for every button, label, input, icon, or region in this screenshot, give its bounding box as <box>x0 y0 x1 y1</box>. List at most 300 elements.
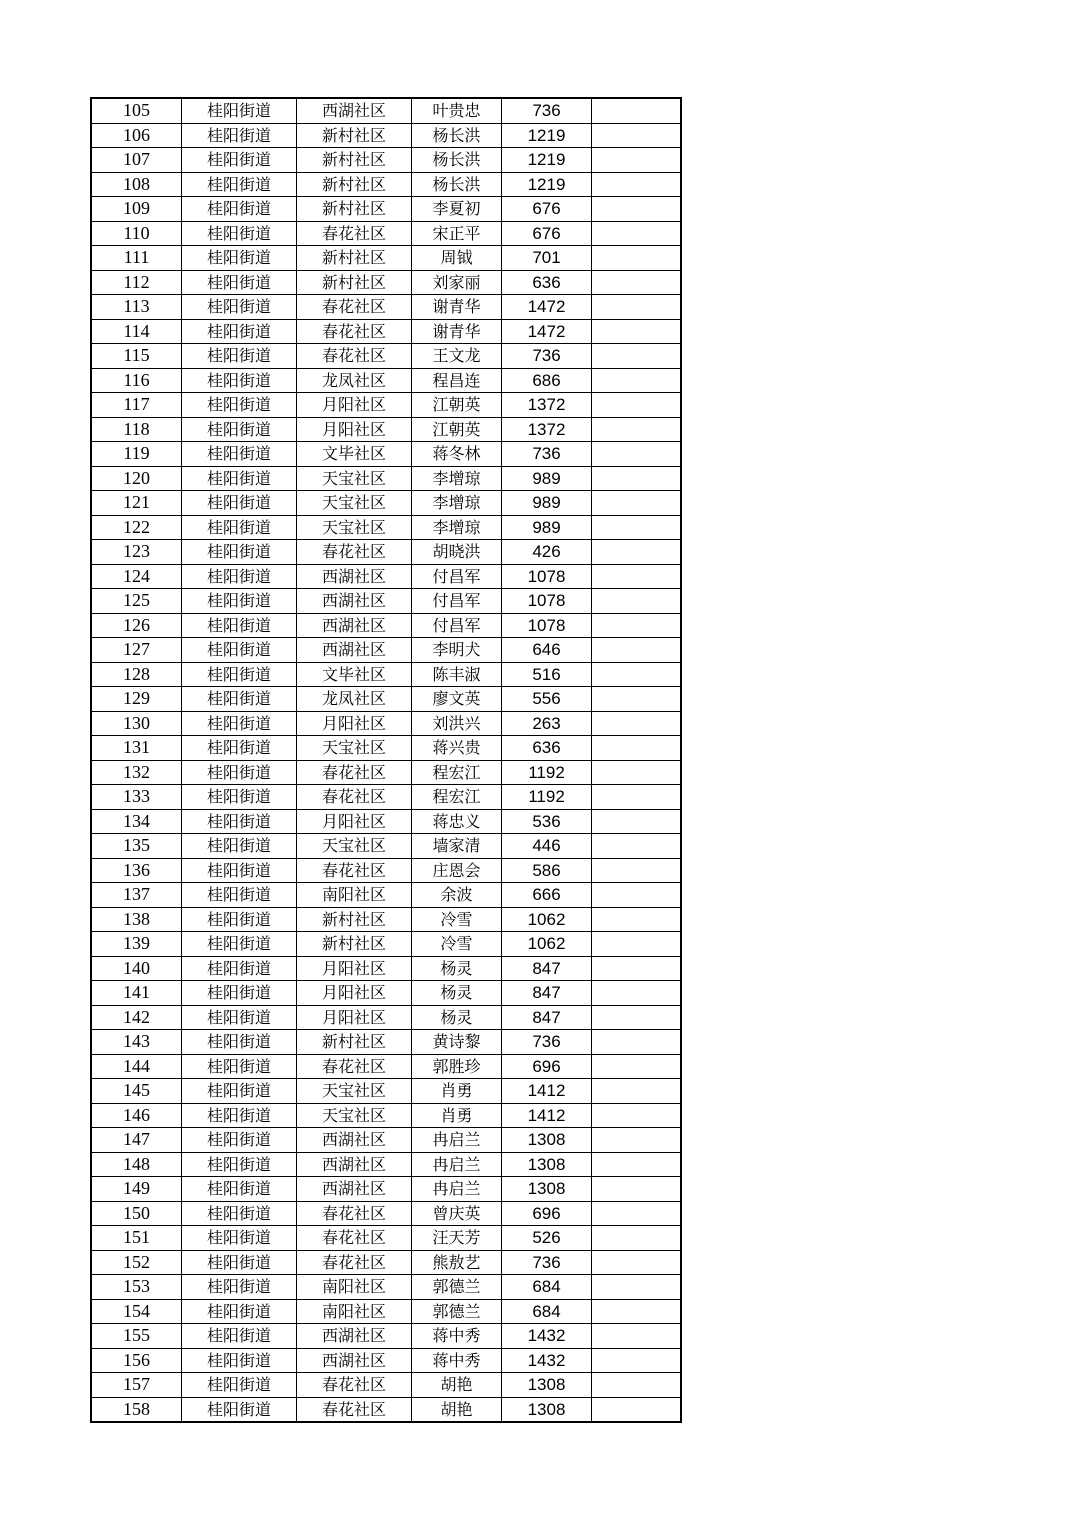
empty-cell <box>592 148 682 173</box>
row-number-cell: 107 <box>91 148 182 173</box>
amount-cell: 516 <box>502 662 592 687</box>
row-number-cell: 108 <box>91 172 182 197</box>
row-number-cell: 105 <box>91 98 182 123</box>
person-name-cell: 胡艳 <box>412 1373 502 1398</box>
street-cell: 桂阳街道 <box>182 319 297 344</box>
table-row <box>91 515 681 540</box>
street-cell: 桂阳街道 <box>182 638 297 663</box>
table-row <box>91 613 681 638</box>
street-cell: 桂阳街道 <box>182 1348 297 1373</box>
community-cell: 新村社区 <box>297 270 412 295</box>
row-number-cell: 128 <box>91 662 182 687</box>
table-row <box>91 834 681 859</box>
row-number-cell: 124 <box>91 564 182 589</box>
row-number-cell: 113 <box>91 295 182 320</box>
amount-cell: 736 <box>502 98 592 123</box>
row-number-cell: 137 <box>91 883 182 908</box>
empty-cell <box>592 858 682 883</box>
table-row <box>91 270 681 295</box>
community-cell: 春花社区 <box>297 1397 412 1422</box>
community-cell: 新村社区 <box>297 123 412 148</box>
person-name-cell: 谢青华 <box>412 295 502 320</box>
empty-cell <box>592 907 682 932</box>
community-cell: 春花社区 <box>297 319 412 344</box>
person-name-cell: 王文龙 <box>412 344 502 369</box>
amount-cell: 696 <box>502 1201 592 1226</box>
empty-cell <box>592 589 682 614</box>
empty-cell <box>592 442 682 467</box>
community-cell: 春花社区 <box>297 221 412 246</box>
street-cell: 桂阳街道 <box>182 246 297 271</box>
person-name-cell: 付昌军 <box>412 613 502 638</box>
community-cell: 春花社区 <box>297 1226 412 1251</box>
empty-cell <box>592 1299 682 1324</box>
community-cell: 新村社区 <box>297 932 412 957</box>
street-cell: 桂阳街道 <box>182 1177 297 1202</box>
person-name-cell: 余波 <box>412 883 502 908</box>
street-cell: 桂阳街道 <box>182 687 297 712</box>
community-cell: 西湖社区 <box>297 564 412 589</box>
amount-cell: 1432 <box>502 1324 592 1349</box>
amount-cell: 1308 <box>502 1177 592 1202</box>
amount-cell: 1078 <box>502 613 592 638</box>
street-cell: 桂阳街道 <box>182 466 297 491</box>
table-row <box>91 932 681 957</box>
empty-cell <box>592 417 682 442</box>
table-row <box>91 1005 681 1030</box>
amount-cell: 1308 <box>502 1397 592 1422</box>
street-cell: 桂阳街道 <box>182 1324 297 1349</box>
community-cell: 天宝社区 <box>297 466 412 491</box>
street-cell: 桂阳街道 <box>182 858 297 883</box>
street-cell: 桂阳街道 <box>182 1275 297 1300</box>
empty-cell <box>592 1079 682 1104</box>
table-row <box>91 148 681 173</box>
street-cell: 桂阳街道 <box>182 295 297 320</box>
street-cell: 桂阳街道 <box>182 1005 297 1030</box>
empty-cell <box>592 368 682 393</box>
amount-cell: 1432 <box>502 1348 592 1373</box>
table-row <box>91 760 681 785</box>
person-name-cell: 冉启兰 <box>412 1152 502 1177</box>
table-row <box>91 785 681 810</box>
person-name-cell: 冷雪 <box>412 907 502 932</box>
community-cell: 月阳社区 <box>297 393 412 418</box>
street-cell: 桂阳街道 <box>182 1079 297 1104</box>
street-cell: 桂阳街道 <box>182 834 297 859</box>
community-cell: 月阳社区 <box>297 981 412 1006</box>
person-name-cell: 谢青华 <box>412 319 502 344</box>
row-number-cell: 145 <box>91 1079 182 1104</box>
person-name-cell: 刘洪兴 <box>412 711 502 736</box>
table-row <box>91 1152 681 1177</box>
amount-cell: 1412 <box>502 1079 592 1104</box>
community-cell: 新村社区 <box>297 197 412 222</box>
community-cell: 南阳社区 <box>297 1275 412 1300</box>
table-row <box>91 1324 681 1349</box>
street-cell: 桂阳街道 <box>182 98 297 123</box>
empty-cell <box>592 1226 682 1251</box>
community-cell: 西湖社区 <box>297 1177 412 1202</box>
person-name-cell: 杨长洪 <box>412 172 502 197</box>
empty-cell <box>592 344 682 369</box>
community-cell: 天宝社区 <box>297 1079 412 1104</box>
street-cell: 桂阳街道 <box>182 197 297 222</box>
empty-cell <box>592 319 682 344</box>
amount-cell: 1472 <box>502 295 592 320</box>
amount-cell: 696 <box>502 1054 592 1079</box>
amount-cell: 586 <box>502 858 592 883</box>
row-number-cell: 143 <box>91 1030 182 1055</box>
empty-cell <box>592 197 682 222</box>
row-number-cell: 119 <box>91 442 182 467</box>
street-cell: 桂阳街道 <box>182 1397 297 1422</box>
empty-cell <box>592 172 682 197</box>
street-cell: 桂阳街道 <box>182 1054 297 1079</box>
person-name-cell: 肖勇 <box>412 1079 502 1104</box>
community-cell: 文毕社区 <box>297 662 412 687</box>
table-row <box>91 442 681 467</box>
row-number-cell: 135 <box>91 834 182 859</box>
amount-cell: 701 <box>502 246 592 271</box>
community-cell: 新村社区 <box>297 1030 412 1055</box>
table-row <box>91 1348 681 1373</box>
table-row <box>91 662 681 687</box>
row-number-cell: 117 <box>91 393 182 418</box>
row-number-cell: 130 <box>91 711 182 736</box>
person-name-cell: 杨长洪 <box>412 148 502 173</box>
amount-cell: 1062 <box>502 932 592 957</box>
street-cell: 桂阳街道 <box>182 956 297 981</box>
person-name-cell: 杨灵 <box>412 956 502 981</box>
table-row <box>91 1054 681 1079</box>
street-cell: 桂阳街道 <box>182 564 297 589</box>
amount-cell: 446 <box>502 834 592 859</box>
street-cell: 桂阳街道 <box>182 491 297 516</box>
empty-cell <box>592 736 682 761</box>
empty-cell <box>592 809 682 834</box>
person-name-cell: 刘家丽 <box>412 270 502 295</box>
row-number-cell: 123 <box>91 540 182 565</box>
empty-cell <box>592 1250 682 1275</box>
table-row <box>91 1275 681 1300</box>
amount-cell: 736 <box>502 1030 592 1055</box>
community-cell: 南阳社区 <box>297 883 412 908</box>
empty-cell <box>592 393 682 418</box>
table-row <box>91 956 681 981</box>
empty-cell <box>592 662 682 687</box>
empty-cell <box>592 956 682 981</box>
community-cell: 龙凤社区 <box>297 687 412 712</box>
table-row <box>91 1128 681 1153</box>
row-number-cell: 156 <box>91 1348 182 1373</box>
row-number-cell: 109 <box>91 197 182 222</box>
table-row <box>91 564 681 589</box>
amount-cell: 426 <box>502 540 592 565</box>
amount-cell: 676 <box>502 197 592 222</box>
person-name-cell: 江朝英 <box>412 393 502 418</box>
table-row <box>91 1103 681 1128</box>
person-name-cell: 叶贵忠 <box>412 98 502 123</box>
community-cell: 天宝社区 <box>297 736 412 761</box>
community-cell: 西湖社区 <box>297 589 412 614</box>
community-cell: 西湖社区 <box>297 1348 412 1373</box>
empty-cell <box>592 123 682 148</box>
person-name-cell: 蒋兴贵 <box>412 736 502 761</box>
person-name-cell: 周钺 <box>412 246 502 271</box>
community-cell: 月阳社区 <box>297 956 412 981</box>
empty-cell <box>592 834 682 859</box>
amount-cell: 676 <box>502 221 592 246</box>
amount-cell: 847 <box>502 981 592 1006</box>
community-cell: 春花社区 <box>297 1054 412 1079</box>
table-row <box>91 1201 681 1226</box>
person-name-cell: 李增琼 <box>412 515 502 540</box>
table-row <box>91 638 681 663</box>
empty-cell <box>592 1054 682 1079</box>
row-number-cell: 129 <box>91 687 182 712</box>
empty-cell <box>592 1128 682 1153</box>
table-row <box>91 687 681 712</box>
row-number-cell: 149 <box>91 1177 182 1202</box>
empty-cell <box>592 785 682 810</box>
street-cell: 桂阳街道 <box>182 589 297 614</box>
street-cell: 桂阳街道 <box>182 123 297 148</box>
empty-cell <box>592 1005 682 1030</box>
person-name-cell: 蒋中秀 <box>412 1348 502 1373</box>
empty-cell <box>592 270 682 295</box>
amount-cell: 636 <box>502 270 592 295</box>
amount-cell: 1219 <box>502 148 592 173</box>
street-cell: 桂阳街道 <box>182 1201 297 1226</box>
street-cell: 桂阳街道 <box>182 393 297 418</box>
person-name-cell: 胡艳 <box>412 1397 502 1422</box>
person-name-cell: 冉启兰 <box>412 1177 502 1202</box>
amount-cell: 684 <box>502 1299 592 1324</box>
person-name-cell: 程宏江 <box>412 760 502 785</box>
amount-cell: 1472 <box>502 319 592 344</box>
empty-cell <box>592 1397 682 1422</box>
row-number-cell: 112 <box>91 270 182 295</box>
street-cell: 桂阳街道 <box>182 1152 297 1177</box>
person-name-cell: 付昌军 <box>412 589 502 614</box>
street-cell: 桂阳街道 <box>182 809 297 834</box>
row-number-cell: 126 <box>91 613 182 638</box>
table-row <box>91 197 681 222</box>
row-number-cell: 114 <box>91 319 182 344</box>
row-number-cell: 132 <box>91 760 182 785</box>
row-number-cell: 146 <box>91 1103 182 1128</box>
row-number-cell: 157 <box>91 1373 182 1398</box>
community-cell: 西湖社区 <box>297 1128 412 1153</box>
community-cell: 春花社区 <box>297 858 412 883</box>
street-cell: 桂阳街道 <box>182 540 297 565</box>
table-row <box>91 1299 681 1324</box>
empty-cell <box>592 540 682 565</box>
amount-cell: 989 <box>502 466 592 491</box>
street-cell: 桂阳街道 <box>182 270 297 295</box>
amount-cell: 1062 <box>502 907 592 932</box>
row-number-cell: 111 <box>91 246 182 271</box>
street-cell: 桂阳街道 <box>182 221 297 246</box>
row-number-cell: 148 <box>91 1152 182 1177</box>
person-name-cell: 郭德兰 <box>412 1299 502 1324</box>
person-name-cell: 李明犬 <box>412 638 502 663</box>
table-row <box>91 1030 681 1055</box>
amount-cell: 736 <box>502 442 592 467</box>
empty-cell <box>592 246 682 271</box>
person-name-cell: 宋正平 <box>412 221 502 246</box>
amount-cell: 1308 <box>502 1373 592 1398</box>
empty-cell <box>592 515 682 540</box>
row-number-cell: 110 <box>91 221 182 246</box>
community-cell: 新村社区 <box>297 172 412 197</box>
table-row <box>91 858 681 883</box>
amount-cell: 847 <box>502 956 592 981</box>
table-row <box>91 589 681 614</box>
street-cell: 桂阳街道 <box>182 1250 297 1275</box>
amount-cell: 536 <box>502 809 592 834</box>
community-cell: 南阳社区 <box>297 1299 412 1324</box>
row-number-cell: 136 <box>91 858 182 883</box>
table-row <box>91 368 681 393</box>
empty-cell <box>592 1324 682 1349</box>
empty-cell <box>592 491 682 516</box>
row-number-cell: 120 <box>91 466 182 491</box>
street-cell: 桂阳街道 <box>182 785 297 810</box>
table-row <box>91 883 681 908</box>
person-name-cell: 郭胜珍 <box>412 1054 502 1079</box>
table-row <box>91 246 681 271</box>
row-number-cell: 115 <box>91 344 182 369</box>
empty-cell <box>592 221 682 246</box>
amount-cell: 1192 <box>502 760 592 785</box>
person-name-cell: 付昌军 <box>412 564 502 589</box>
row-number-cell: 122 <box>91 515 182 540</box>
empty-cell <box>592 466 682 491</box>
street-cell: 桂阳街道 <box>182 515 297 540</box>
table-row <box>91 221 681 246</box>
community-cell: 西湖社区 <box>297 638 412 663</box>
person-name-cell: 肖勇 <box>412 1103 502 1128</box>
person-name-cell: 李增琼 <box>412 491 502 516</box>
row-number-cell: 127 <box>91 638 182 663</box>
amount-cell: 666 <box>502 883 592 908</box>
table-row <box>91 1079 681 1104</box>
street-cell: 桂阳街道 <box>182 1226 297 1251</box>
amount-cell: 556 <box>502 687 592 712</box>
table-row <box>91 393 681 418</box>
community-cell: 春花社区 <box>297 1201 412 1226</box>
community-cell: 春花社区 <box>297 785 412 810</box>
street-cell: 桂阳街道 <box>182 344 297 369</box>
empty-cell <box>592 564 682 589</box>
amount-cell: 686 <box>502 368 592 393</box>
row-number-cell: 140 <box>91 956 182 981</box>
person-name-cell: 程昌连 <box>412 368 502 393</box>
person-name-cell: 杨长洪 <box>412 123 502 148</box>
amount-cell: 646 <box>502 638 592 663</box>
community-cell: 西湖社区 <box>297 1324 412 1349</box>
empty-cell <box>592 295 682 320</box>
table-row <box>91 540 681 565</box>
person-name-cell: 蒋忠义 <box>412 809 502 834</box>
community-cell: 春花社区 <box>297 540 412 565</box>
street-cell: 桂阳街道 <box>182 417 297 442</box>
empty-cell <box>592 1030 682 1055</box>
person-name-cell: 李夏初 <box>412 197 502 222</box>
row-number-cell: 150 <box>91 1201 182 1226</box>
row-number-cell: 144 <box>91 1054 182 1079</box>
person-name-cell: 陈丰淑 <box>412 662 502 687</box>
street-cell: 桂阳街道 <box>182 883 297 908</box>
table-row <box>91 981 681 1006</box>
row-number-cell: 134 <box>91 809 182 834</box>
person-name-cell: 熊敖艺 <box>412 1250 502 1275</box>
person-name-cell: 曾庆英 <box>412 1201 502 1226</box>
person-name-cell: 程宏江 <box>412 785 502 810</box>
table-row <box>91 1226 681 1251</box>
street-cell: 桂阳街道 <box>182 1030 297 1055</box>
table-row <box>91 736 681 761</box>
table-row <box>91 98 681 123</box>
community-cell: 文毕社区 <box>297 442 412 467</box>
person-name-cell: 蒋冬林 <box>412 442 502 467</box>
row-number-cell: 147 <box>91 1128 182 1153</box>
row-number-cell: 121 <box>91 491 182 516</box>
community-cell: 龙凤社区 <box>297 368 412 393</box>
community-cell: 春花社区 <box>297 760 412 785</box>
amount-cell: 1412 <box>502 1103 592 1128</box>
person-name-cell: 黄诗黎 <box>412 1030 502 1055</box>
row-number-cell: 153 <box>91 1275 182 1300</box>
row-number-cell: 158 <box>91 1397 182 1422</box>
amount-cell: 989 <box>502 491 592 516</box>
row-number-cell: 139 <box>91 932 182 957</box>
empty-cell <box>592 1348 682 1373</box>
empty-cell <box>592 932 682 957</box>
row-number-cell: 151 <box>91 1226 182 1251</box>
community-cell: 西湖社区 <box>297 98 412 123</box>
amount-cell: 1372 <box>502 417 592 442</box>
amount-cell: 1372 <box>502 393 592 418</box>
empty-cell <box>592 883 682 908</box>
data-table <box>90 97 682 1423</box>
amount-cell: 989 <box>502 515 592 540</box>
amount-cell: 1308 <box>502 1128 592 1153</box>
table-row <box>91 123 681 148</box>
row-number-cell: 118 <box>91 417 182 442</box>
table-body <box>91 98 681 1422</box>
row-number-cell: 142 <box>91 1005 182 1030</box>
community-cell: 月阳社区 <box>297 1005 412 1030</box>
table-row <box>91 466 681 491</box>
amount-cell: 736 <box>502 1250 592 1275</box>
street-cell: 桂阳街道 <box>182 148 297 173</box>
empty-cell <box>592 1373 682 1398</box>
amount-cell: 526 <box>502 1226 592 1251</box>
community-cell: 西湖社区 <box>297 1152 412 1177</box>
street-cell: 桂阳街道 <box>182 981 297 1006</box>
table-row <box>91 172 681 197</box>
amount-cell: 636 <box>502 736 592 761</box>
empty-cell <box>592 98 682 123</box>
street-cell: 桂阳街道 <box>182 442 297 467</box>
amount-cell: 1308 <box>502 1152 592 1177</box>
community-cell: 月阳社区 <box>297 809 412 834</box>
amount-cell: 1219 <box>502 172 592 197</box>
row-number-cell: 152 <box>91 1250 182 1275</box>
